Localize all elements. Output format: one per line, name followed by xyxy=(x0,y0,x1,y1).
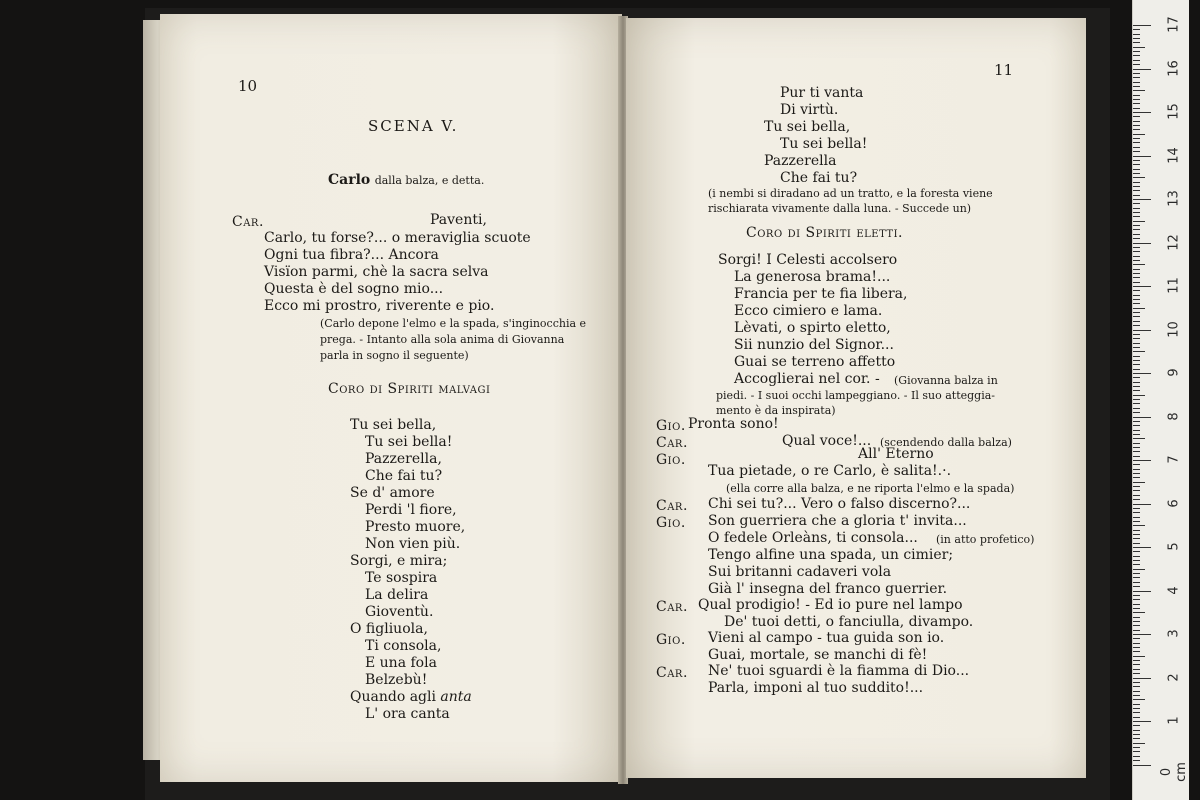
ruler-tick xyxy=(1133,382,1140,383)
ruler-tick xyxy=(1133,221,1145,222)
ruler-tick xyxy=(1133,712,1140,713)
stage-direction: (in atto profetico) xyxy=(936,533,1035,546)
ruler-tick xyxy=(1133,377,1140,378)
verse-italic-word: anta xyxy=(440,689,472,705)
ruler-tick xyxy=(1133,617,1140,618)
ruler-tick xyxy=(1133,234,1140,235)
ruler-tick xyxy=(1133,543,1140,544)
ruler-tick xyxy=(1133,730,1140,731)
speaker-label: Car. xyxy=(656,498,688,514)
verse-line: Non vien più. xyxy=(365,536,461,552)
ruler-tick xyxy=(1133,338,1140,339)
verse-line: Gioventù. xyxy=(365,604,434,620)
ruler-tick xyxy=(1133,669,1140,670)
ruler-tick xyxy=(1133,530,1140,531)
ruler-tick xyxy=(1133,256,1140,257)
speaker-label: Car. xyxy=(656,435,688,451)
ruler-tick xyxy=(1133,490,1140,491)
ruler-tick xyxy=(1133,108,1140,109)
ruler-tick xyxy=(1133,577,1140,578)
ruler-tick xyxy=(1133,38,1140,39)
chorus-heading: Coro di Spiriti malvagi xyxy=(328,381,491,397)
ruler-number: 7 xyxy=(1166,455,1182,464)
ruler-tick xyxy=(1133,469,1140,470)
verse-line: Guai, mortale, se manchi di fè! xyxy=(708,647,928,663)
ruler-tick xyxy=(1133,586,1140,587)
verse-text: Quando agli xyxy=(350,689,436,705)
ruler-tick xyxy=(1133,247,1140,248)
chorus-heading: Coro di Spiriti eletti. xyxy=(746,225,903,241)
ruler-number: 11 xyxy=(1166,277,1182,294)
ruler-tick xyxy=(1133,25,1151,26)
ruler-tick xyxy=(1133,399,1140,400)
speaker-label: Gio. xyxy=(656,452,686,468)
ruler-tick xyxy=(1133,151,1140,152)
ruler-tick xyxy=(1133,29,1140,30)
ruler-tick xyxy=(1133,473,1140,474)
ruler-tick xyxy=(1133,760,1140,761)
ruler-tick xyxy=(1133,560,1140,561)
ruler-tick xyxy=(1133,643,1140,644)
ruler-tick xyxy=(1133,347,1140,348)
ruler-tick xyxy=(1133,199,1151,200)
ruler-tick xyxy=(1133,408,1140,409)
verse-line: Lèvati, o spirto eletto, xyxy=(734,320,891,336)
ruler-number: 2 xyxy=(1166,672,1182,682)
ruler-tick xyxy=(1133,425,1140,426)
ruler-tick xyxy=(1133,64,1140,65)
ruler-tick xyxy=(1133,208,1140,209)
ruler-tick xyxy=(1133,708,1140,709)
ruler-tick xyxy=(1133,312,1140,313)
ruler-tick xyxy=(1133,195,1140,196)
ruler-tick xyxy=(1133,160,1140,161)
verse-line: Sii nunzio del Signor... xyxy=(734,337,894,353)
ruler-tick xyxy=(1133,116,1140,117)
verse-line: Di virtù. xyxy=(780,102,839,118)
verse-line: Accoglierai nel cor. - xyxy=(734,371,880,387)
ruler-tick xyxy=(1133,430,1140,431)
ruler-tick xyxy=(1133,464,1140,465)
stage-heading-rest: dalla balza, e detta. xyxy=(374,174,485,187)
verse-line: Sorgi! I Celesti accolsero xyxy=(718,252,898,268)
ruler-number: 16 xyxy=(1166,59,1182,77)
ruler-tick xyxy=(1133,634,1151,635)
ruler-tick xyxy=(1133,356,1140,357)
ruler-tick xyxy=(1133,243,1151,244)
ruler-tick xyxy=(1133,451,1140,452)
ruler-tick xyxy=(1133,743,1145,744)
ruler-tick xyxy=(1133,564,1140,565)
ruler-tick xyxy=(1133,660,1140,661)
verse-line: La delira xyxy=(365,587,429,603)
verse-line: La generosa brama!... xyxy=(734,269,891,285)
ruler-tick xyxy=(1133,42,1140,43)
stage-heading xyxy=(328,172,484,189)
ruler-tick xyxy=(1133,225,1140,226)
verse-line: Pronta sono! xyxy=(688,416,779,432)
page-number-right: 11 xyxy=(994,61,1014,79)
ruler-tick xyxy=(1133,686,1140,687)
ruler-tick xyxy=(1133,734,1140,735)
verse-line: Tu sei bella! xyxy=(365,434,453,450)
ruler-number: 4 xyxy=(1166,585,1182,595)
ruler-tick xyxy=(1133,751,1140,752)
ruler-tick xyxy=(1133,621,1140,622)
ruler-tick xyxy=(1133,747,1140,748)
ruler-tick xyxy=(1133,390,1140,391)
ruler-number: 17 xyxy=(1166,16,1182,33)
verse-line: Ti consola, xyxy=(365,638,442,654)
ruler-tick xyxy=(1133,264,1145,265)
ruler-tick xyxy=(1133,73,1140,74)
ruler-tick xyxy=(1133,238,1140,239)
ruler-number: 15 xyxy=(1166,103,1182,120)
ruler-tick xyxy=(1133,704,1140,705)
ruler-tick xyxy=(1133,351,1145,352)
ruler-tick xyxy=(1133,625,1140,626)
ruler-number: 12 xyxy=(1166,233,1182,251)
ruler-tick xyxy=(1133,273,1140,274)
ruler-number: 5 xyxy=(1166,542,1182,551)
ruler-tick xyxy=(1133,103,1140,104)
speaker-label: Gio. xyxy=(656,515,686,531)
verse-line: Se d' amore xyxy=(350,485,435,501)
ruler-tick xyxy=(1133,216,1140,217)
stage-direction: rischiarata vivamente dalla luna. - Succede un) xyxy=(708,202,972,215)
stage-direction: prega. - Intanto alla sola anima di Giovanna xyxy=(320,333,565,346)
verse-line: Belzebù! xyxy=(365,672,428,688)
ruler-tick xyxy=(1133,504,1151,505)
ruler-tick xyxy=(1133,721,1151,722)
verse-line: O figliuola, xyxy=(350,621,428,637)
ruler-tick xyxy=(1133,186,1140,187)
ruler-tick xyxy=(1133,599,1140,600)
verse-line: Paventi, xyxy=(430,212,487,228)
ruler-tick xyxy=(1133,482,1145,483)
stage-direction: (Giovanna balza in xyxy=(894,374,998,387)
verse-line: Pazzerella, xyxy=(365,451,442,467)
ruler-tick xyxy=(1133,508,1140,509)
ruler-number: 3 xyxy=(1166,629,1182,638)
ruler-tick xyxy=(1133,60,1140,61)
ruler-tick xyxy=(1133,82,1140,83)
ruler-tick xyxy=(1133,134,1145,135)
ruler-tick xyxy=(1133,438,1145,439)
verse-line: Ecco mi prostro, riverente e pio. xyxy=(264,298,495,314)
ruler-tick xyxy=(1133,142,1140,143)
ruler-tick xyxy=(1133,334,1140,335)
ruler-tick xyxy=(1133,569,1145,570)
ruler-tick xyxy=(1133,203,1140,204)
verse-line: Pur ti vanta xyxy=(780,85,864,101)
ruler-tick xyxy=(1133,678,1151,679)
verse-line: Perdi 'l fiore, xyxy=(365,502,457,518)
ruler-tick xyxy=(1133,316,1140,317)
ruler-tick xyxy=(1133,147,1140,148)
ruler-tick xyxy=(1133,277,1140,278)
ruler-tick xyxy=(1133,417,1151,418)
ruler-tick xyxy=(1133,55,1140,56)
verse-line: Chi sei tu?... Vero o falso discerno?... xyxy=(708,496,971,512)
verse-line: Presto muore, xyxy=(365,519,466,535)
ruler-tick xyxy=(1133,229,1140,230)
stage-direction: (Carlo depone l'elmo e la spada, s'inginocchia e xyxy=(320,317,587,330)
ruler-tick xyxy=(1133,343,1140,344)
ruler-tick xyxy=(1133,517,1140,518)
stage-direction: mento è da inspirata) xyxy=(716,404,836,417)
ruler-tick xyxy=(1133,664,1140,665)
ruler-tick xyxy=(1133,456,1140,457)
ruler-tick xyxy=(1133,386,1140,387)
verse-line: Visïon parmi, chè la sacra selva xyxy=(264,264,489,280)
page-number-left: 10 xyxy=(238,77,258,95)
ruler-tick xyxy=(1133,282,1140,283)
verse-line: Guai se terreno affetto xyxy=(734,354,896,370)
ruler-tick xyxy=(1133,608,1140,609)
ruler-tick xyxy=(1133,551,1140,552)
ruler-tick xyxy=(1133,303,1140,304)
ruler-tick xyxy=(1133,477,1140,478)
character-name-carlo: Carlo xyxy=(328,172,371,188)
ruler-tick xyxy=(1133,725,1140,726)
scene-title: SCENA V. xyxy=(368,117,459,135)
ruler-tick xyxy=(1133,582,1140,583)
ruler-tick xyxy=(1133,77,1140,78)
ruler-tick xyxy=(1133,534,1140,535)
ruler-tick xyxy=(1133,164,1140,165)
ruler-tick xyxy=(1133,591,1151,592)
speaker-label: Car. xyxy=(232,214,264,230)
ruler-tick xyxy=(1133,612,1145,613)
ruler-tick xyxy=(1133,308,1145,309)
ruler-tick xyxy=(1133,443,1140,444)
ruler-tick xyxy=(1133,395,1145,396)
ruler-tick xyxy=(1133,47,1145,48)
ruler-tick xyxy=(1133,286,1151,287)
ruler-tick xyxy=(1133,369,1140,370)
ruler-tick xyxy=(1133,251,1140,252)
verse-line: Che fai tu? xyxy=(780,170,858,186)
verse-line: O fedele Orleàns, ti consola... xyxy=(708,530,918,546)
stage-direction: (i nembi si diradano ad un tratto, e la foresta viene xyxy=(708,187,993,200)
ruler-tick xyxy=(1133,434,1140,435)
ruler-tick xyxy=(1133,556,1140,557)
ruler-tick xyxy=(1133,269,1140,270)
verse-line: Tu sei bella! xyxy=(780,136,868,152)
ruler-tick xyxy=(1133,360,1140,361)
ruler-tick xyxy=(1133,330,1151,331)
ruler-tick xyxy=(1133,34,1140,35)
ruler-tick xyxy=(1133,604,1140,605)
ruler-tick xyxy=(1133,738,1140,739)
ruler-tick xyxy=(1133,190,1140,191)
verse-line xyxy=(350,689,472,705)
stage-direction: piedi. - I suoi occhi lampeggiano. - Il suo atteggia- xyxy=(716,389,996,402)
ruler-tick xyxy=(1133,647,1140,648)
verse-line: Son guerriera che a gloria t' invita... xyxy=(708,513,967,529)
ruler-tick xyxy=(1133,460,1151,461)
verse-line: Questa è del sogno mio... xyxy=(264,281,444,297)
ruler-tick xyxy=(1133,212,1140,213)
verse-line: Ne' tuoi sguardi è la fiamma di Dio... xyxy=(708,663,970,679)
ruler-tick xyxy=(1133,90,1145,91)
ruler-number: 0 cm xyxy=(1159,761,1189,782)
ruler-tick xyxy=(1133,525,1145,526)
ruler-tick xyxy=(1133,638,1140,639)
ruler-tick xyxy=(1133,69,1151,70)
ruler-tick xyxy=(1133,717,1140,718)
speaker-label: Gio. xyxy=(656,632,686,648)
verse-line: De' tuoi detti, o fanciulla, divampo. xyxy=(724,614,974,630)
verse-line: Te sospira xyxy=(365,570,438,586)
ruler-tick xyxy=(1133,447,1140,448)
verse-line: Qual voce!... xyxy=(782,433,872,449)
verse-line: L' ora canta xyxy=(365,706,450,722)
verse-line: E una fola xyxy=(365,655,437,671)
speaker-label: Car. xyxy=(656,665,688,681)
ruler-tick xyxy=(1133,138,1140,139)
ruler-tick xyxy=(1133,412,1140,413)
ruler-tick xyxy=(1133,295,1140,296)
ruler-tick xyxy=(1133,169,1140,170)
verse-line: Sorgi, e mira; xyxy=(350,553,448,569)
ruler-tick xyxy=(1133,656,1145,657)
verse-line: Vieni al campo - tua guida son io. xyxy=(708,630,945,646)
right-page xyxy=(626,18,1086,778)
ruler-tick xyxy=(1133,403,1140,404)
ruler-tick xyxy=(1133,573,1140,574)
ruler-tick xyxy=(1133,499,1140,500)
ruler-number: 8 xyxy=(1166,411,1182,421)
ruler-tick xyxy=(1133,756,1140,757)
ruler-tick xyxy=(1133,495,1140,496)
ruler-tick xyxy=(1133,651,1140,652)
ruler-number: 1 xyxy=(1166,716,1182,725)
measuring-ruler xyxy=(1132,0,1189,800)
ruler-number: 10 xyxy=(1166,320,1182,338)
ruler-tick xyxy=(1133,125,1140,126)
verse-line: Tengo alfine una spada, un cimier; xyxy=(708,547,954,563)
verse-line: Francia per te fia libera, xyxy=(734,286,908,302)
verse-line: Carlo, tu forse?... o meraviglia scuote xyxy=(264,230,531,246)
ruler-tick xyxy=(1133,595,1140,596)
ruler-tick xyxy=(1133,112,1151,113)
ruler-number: 13 xyxy=(1166,190,1182,207)
ruler-tick xyxy=(1133,512,1140,513)
ruler-tick xyxy=(1133,695,1140,696)
verse-line: Parla, imponi al tuo suddito!... xyxy=(708,680,924,696)
ruler-tick xyxy=(1133,682,1140,683)
ruler-number: 14 xyxy=(1166,146,1182,164)
ruler-tick xyxy=(1133,421,1140,422)
verse-line: Sui britanni cadaveri vola xyxy=(708,564,892,580)
ruler-tick xyxy=(1133,325,1140,326)
ruler-tick xyxy=(1133,121,1140,122)
verse-line: Tu sei bella, xyxy=(350,417,437,433)
ruler-tick xyxy=(1133,86,1140,87)
ruler-tick xyxy=(1133,51,1140,52)
verse-line: Tu sei bella, xyxy=(764,119,851,135)
verse-line: Tua pietade, o re Carlo, è salita!.·. xyxy=(708,463,952,479)
ruler-tick xyxy=(1133,765,1151,766)
stage-direction: (ella corre alla balza, e ne riporta l'elmo e la spada) xyxy=(726,482,1015,495)
verse-line: Già l' insegna del franco guerrier. xyxy=(708,581,948,597)
stage-direction: (scendendo dalla balza) xyxy=(880,436,1012,449)
ruler-tick xyxy=(1133,177,1145,178)
ruler-tick xyxy=(1133,299,1140,300)
ruler-tick xyxy=(1133,673,1140,674)
ruler-tick xyxy=(1133,373,1151,374)
ruler-tick xyxy=(1133,630,1140,631)
ruler-tick xyxy=(1133,99,1140,100)
ruler-tick xyxy=(1133,691,1140,692)
verse-line: Che fai tu? xyxy=(365,468,443,484)
ruler-tick xyxy=(1133,699,1145,700)
speaker-label: Gio. xyxy=(656,418,686,434)
ruler-tick xyxy=(1133,364,1140,365)
ruler-number: 9 xyxy=(1166,368,1182,377)
ruler-number: 6 xyxy=(1166,498,1182,508)
ruler-tick xyxy=(1133,486,1140,487)
ruler-tick xyxy=(1133,182,1140,183)
verse-line: Pazzerella xyxy=(764,153,837,169)
ruler-tick xyxy=(1133,290,1140,291)
ruler-tick xyxy=(1133,521,1140,522)
speaker-label: Car. xyxy=(656,599,688,615)
ruler-tick xyxy=(1133,129,1140,130)
ruler-tick xyxy=(1133,260,1140,261)
verse-line: Qual prodigio! - Ed io pure nel lampo xyxy=(698,597,963,613)
verse-line: All' Eterno xyxy=(858,446,934,462)
ruler-tick xyxy=(1133,547,1151,548)
ruler-tick xyxy=(1133,173,1140,174)
ruler-tick xyxy=(1133,156,1151,157)
ruler-tick xyxy=(1133,321,1140,322)
left-page xyxy=(160,14,622,782)
stage-direction: parla in sogno il seguente) xyxy=(320,349,469,362)
verse-line: Ogni tua fibra?... Ancora xyxy=(264,247,439,263)
ruler-tick xyxy=(1133,95,1140,96)
ruler-tick xyxy=(1133,538,1140,539)
verse-line: Ecco cimiero e lama. xyxy=(734,303,883,319)
